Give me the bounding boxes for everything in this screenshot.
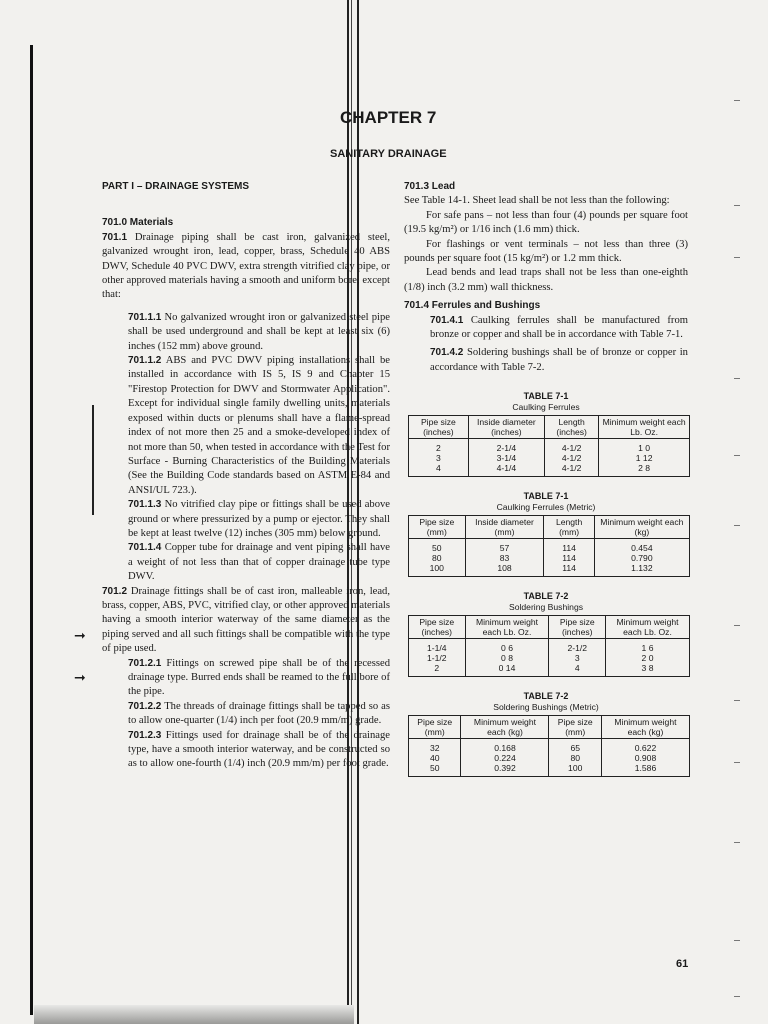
section-701-2-1 bbox=[102, 657, 390, 700]
table-header: Pipe size (inches) bbox=[549, 616, 606, 639]
table-cell: 2 0 bbox=[606, 653, 690, 663]
table-cell: 1 0 bbox=[599, 439, 690, 454]
margin-arrow-icon: ➞ bbox=[74, 628, 86, 644]
table-row bbox=[409, 663, 690, 677]
section-701-1-2 bbox=[102, 354, 390, 498]
section-heading: 701.4 Ferrules and Bushings bbox=[404, 300, 541, 312]
chapter-subtitle: SANITARY DRAINAGE bbox=[330, 148, 447, 160]
table-cell: 108 bbox=[465, 563, 544, 577]
section-number: 701.2 bbox=[102, 585, 128, 597]
table-cell: 65 bbox=[549, 739, 601, 754]
table-header: Minimum weight each (kg) bbox=[461, 716, 549, 739]
table-header: Inside diameter (inches) bbox=[468, 416, 544, 439]
table-row bbox=[409, 553, 690, 563]
table-cell: 57 bbox=[465, 539, 544, 554]
section-text: Fittings used for drainage shall be of the drainage type, have a smooth interior waterway, and be constructed so as to allow one-fourth (1/4) inch (20.9 mm/m) per foot grade. bbox=[128, 729, 390, 770]
left-column bbox=[102, 180, 390, 772]
table-cell: 0.622 bbox=[601, 739, 689, 754]
page-edge-bar bbox=[30, 45, 33, 1015]
table-subtitle: Caulking Ferrules (Metric) bbox=[496, 502, 596, 513]
section-number: 701.2.1 bbox=[128, 657, 162, 669]
table-cell: 2-1/4 bbox=[468, 439, 544, 454]
table-row bbox=[409, 753, 690, 763]
section-number: 701.2.2 bbox=[128, 700, 162, 712]
section-text: Drainage piping shall be cast iron, galvanized steel, galvanized wrought iron, lead, copper, brass, Schedule 40 ABS DWV, Schedule 40 PVC DWV, extra strength vitrified clay pipe, or other approved materials having a smooth and uniform bore, except that: bbox=[102, 231, 390, 301]
table-cell: 0.392 bbox=[461, 763, 549, 777]
section-text: Drainage fittings shall be of cast iron, malleable iron, lead, brass, copper, ABS, PVC, vitrified clay, or other approved materials having a smooth interior waterway of the same diameter as the piping served and all such fittings shall be compatible with the type of pipe used. bbox=[102, 585, 390, 655]
section-text: Caulking ferrules shall be manufactured from bronze or copper and shall be in accordance with Table 7-1. bbox=[430, 314, 688, 341]
table-cell: 1-1/2 bbox=[409, 653, 466, 663]
table-soldering-bushings-metric bbox=[408, 715, 690, 777]
table-cell: 0 8 bbox=[465, 653, 549, 663]
table-header: Minimum weight each Lb. Oz. bbox=[606, 616, 690, 639]
table-caption bbox=[404, 391, 688, 413]
section-701-1-1 bbox=[102, 311, 390, 354]
margin-tick bbox=[734, 525, 740, 526]
section-text: Fittings on screwed pipe shall be of the recessed drainage type. Burred ends shall be reamed to the full bore of the pipe. bbox=[128, 657, 390, 698]
table-subtitle: Caulking Ferrules bbox=[512, 402, 580, 413]
lead-paragraph: Lead bends and lead traps shall not be less than one-eighth (1/8) inch (3.2 mm) wall thickness. bbox=[404, 267, 688, 293]
section-number: 701.4.1 bbox=[430, 314, 464, 326]
table-title: TABLE 7-1 bbox=[523, 391, 569, 402]
section-text: No vitrified clay pipe or fittings shall be used above ground or where pressurized by a pump or ejector. They shall be kept at least twelve (12) inches (305 mm) below ground. bbox=[128, 499, 390, 539]
table-cell: 3 8 bbox=[606, 663, 690, 677]
table-caulking-ferrules-metric bbox=[408, 515, 690, 577]
page-shadow bbox=[34, 1005, 354, 1024]
table-header: Minimum weight each Lb. Oz. bbox=[465, 616, 549, 639]
table-title: TABLE 7-2 bbox=[523, 691, 569, 702]
table-cell: 0.454 bbox=[594, 539, 689, 554]
table-header: Pipe size (inches) bbox=[409, 416, 469, 439]
table-caulking-ferrules bbox=[408, 415, 690, 477]
table-row bbox=[409, 639, 690, 654]
section-701-4-2 bbox=[404, 346, 688, 375]
table-cell: 1.586 bbox=[601, 763, 689, 777]
table-header: Minimum weight each (kg) bbox=[601, 716, 689, 739]
margin-tick bbox=[734, 700, 740, 701]
table-cell: 2 bbox=[409, 663, 466, 677]
section-text: Soldering bushings shall be of bronze or copper in accordance with Table 7-2. bbox=[430, 347, 688, 373]
table-cell: 2-1/2 bbox=[549, 639, 606, 654]
table-cell: 80 bbox=[409, 553, 466, 563]
right-column bbox=[404, 180, 688, 777]
table-cell: 0.790 bbox=[594, 553, 689, 563]
section-701-1 bbox=[102, 231, 390, 303]
section-number: 701.1 bbox=[102, 231, 128, 243]
table-cell: 1 6 bbox=[606, 639, 690, 654]
table-row bbox=[409, 653, 690, 663]
table-cell: 100 bbox=[549, 763, 601, 777]
section-number: 701.1.4 bbox=[128, 542, 162, 554]
table-header: Inside diameter (mm) bbox=[465, 516, 544, 539]
margin-tick bbox=[734, 455, 740, 456]
margin-bar bbox=[92, 405, 94, 515]
table-cell: 4 bbox=[549, 663, 606, 677]
table-cell: 2 bbox=[409, 439, 469, 454]
section-number: 701.1.2 bbox=[128, 355, 162, 367]
table-cell: 2 8 bbox=[599, 463, 690, 477]
section-number: 701.1.3 bbox=[128, 499, 162, 511]
table-cell: 100 bbox=[409, 563, 466, 577]
table-cell: 3-1/4 bbox=[468, 453, 544, 463]
margin-tick bbox=[734, 625, 740, 626]
table-caption bbox=[404, 591, 688, 613]
table-caption bbox=[404, 491, 688, 513]
table-header: Pipe size (inches) bbox=[409, 616, 466, 639]
margin-tick bbox=[734, 257, 740, 258]
section-number: 701.2.3 bbox=[128, 729, 162, 741]
part-title: PART I – DRAINAGE SYSTEMS bbox=[102, 181, 250, 192]
table-cell: 50 bbox=[409, 539, 466, 554]
table-row bbox=[409, 439, 690, 454]
table-cell: 3 bbox=[549, 653, 606, 663]
table-header: Pipe size (mm) bbox=[409, 716, 461, 739]
table-caption bbox=[404, 691, 688, 713]
table-soldering-bushings bbox=[408, 615, 690, 677]
section-heading: 701.0 Materials bbox=[102, 217, 174, 229]
table-cell: 4-1/2 bbox=[545, 463, 599, 477]
table-cell: 114 bbox=[544, 553, 594, 563]
table-cell: 0.224 bbox=[461, 753, 549, 763]
section-text: The threads of drainage fittings shall be tapped so as to allow one-quarter (1/4) inch per foot (20.9 mm/m) grade. bbox=[128, 700, 390, 727]
lead-paragraph: For safe pans – not less than four (4) pounds per square foot (19.5 kg/m²) or 1/16 inch (1.6 mm) thick. bbox=[404, 209, 688, 236]
section-701-2-2 bbox=[102, 700, 390, 729]
table-cell: 0.168 bbox=[461, 739, 549, 754]
table-row bbox=[409, 463, 690, 477]
table-row bbox=[409, 763, 690, 777]
margin-arrow-icon: ➞ bbox=[74, 670, 86, 686]
table-cell: 0 6 bbox=[465, 639, 549, 654]
page-number: 61 bbox=[676, 958, 689, 970]
margin-tick bbox=[734, 996, 740, 997]
table-title: TABLE 7-1 bbox=[523, 491, 569, 502]
table-cell: 83 bbox=[465, 553, 544, 563]
table-cell: 50 bbox=[409, 763, 461, 777]
lead-paragraph: See Table 14-1. Sheet lead shall be not less than the following: bbox=[404, 195, 670, 207]
section-701-1-3 bbox=[102, 498, 390, 541]
table-header: Pipe size (mm) bbox=[549, 716, 601, 739]
section-text: No galvanized wrought iron or galvanized steel pipe shall be used underground and shall be kept at least six (6) inches (152 mm) above ground. bbox=[128, 311, 390, 352]
margin-tick bbox=[734, 100, 740, 101]
table-row bbox=[409, 739, 690, 754]
section-701-2 bbox=[102, 585, 390, 657]
table-cell: 0 14 bbox=[465, 663, 549, 677]
table-row bbox=[409, 453, 690, 463]
lead-paragraph: For flashings or vent terminals – not less than three (3) pounds per square foot (15 kg/m²) or 1.2 mm thick. bbox=[404, 238, 688, 265]
table-header: Minimum weight each (kg) bbox=[594, 516, 689, 539]
table-cell: 114 bbox=[544, 539, 594, 554]
margin-tick bbox=[734, 842, 740, 843]
table-cell: 80 bbox=[549, 753, 601, 763]
table-cell: 4-1/4 bbox=[468, 463, 544, 477]
section-number: 701.1.1 bbox=[128, 311, 162, 323]
table-header: Pipe size (mm) bbox=[409, 516, 466, 539]
section-701-4-1 bbox=[404, 314, 688, 343]
section-heading: 701.3 Lead bbox=[404, 181, 456, 192]
table-header: Length (mm) bbox=[544, 516, 594, 539]
section-701-2-3 bbox=[102, 729, 390, 772]
table-subtitle: Soldering Bushings (Metric) bbox=[493, 702, 599, 713]
table-cell: 4 bbox=[409, 463, 469, 477]
table-cell: 3 bbox=[409, 453, 469, 463]
margin-tick bbox=[734, 940, 740, 941]
margin-tick bbox=[734, 205, 740, 206]
margin-tick bbox=[734, 762, 740, 763]
table-cell: 4-1/2 bbox=[545, 453, 599, 463]
table-subtitle: Soldering Bushings bbox=[508, 602, 584, 613]
chapter-title: CHAPTER 7 bbox=[340, 108, 437, 127]
table-cell: 1.132 bbox=[594, 563, 689, 577]
table-cell: 114 bbox=[544, 563, 594, 577]
table-cell: 4-1/2 bbox=[545, 439, 599, 454]
table-header: Minimum weight each Lb. Oz. bbox=[599, 416, 690, 439]
table-header: Length (inches) bbox=[545, 416, 599, 439]
table-cell: 1-1/4 bbox=[409, 639, 466, 654]
table-title: TABLE 7-2 bbox=[523, 591, 569, 602]
table-row bbox=[409, 539, 690, 554]
table-row bbox=[409, 563, 690, 577]
table-cell: 32 bbox=[409, 739, 461, 754]
section-701-1-4 bbox=[102, 541, 390, 584]
section-text: Copper tube for drainage and vent piping shall have a weight of not less than that of copper drainage tube type DWV. bbox=[128, 542, 390, 583]
margin-tick bbox=[734, 378, 740, 379]
section-text: ABS and PVC DWV piping installations shall be installed in accordance with IS 5, IS 9 and Chapter 15 "Firestop Protection for DWV and Stormwater Application". Except for individual single family dwelling units, materials exposed within ducts or plenums shall have a flame-spread index of not more then 25 and a smoke-developed index of not more than 50, when tested in accordance with the Test for Surface - Burning Characteristics of the Building Materials (See the Building Code standards based on ASTM E-84 and ANSI/UL 723.). bbox=[128, 355, 390, 496]
section-number: 701.4.2 bbox=[430, 347, 464, 359]
table-cell: 1 12 bbox=[599, 453, 690, 463]
table-cell: 0.908 bbox=[601, 753, 689, 763]
table-cell: 40 bbox=[409, 753, 461, 763]
